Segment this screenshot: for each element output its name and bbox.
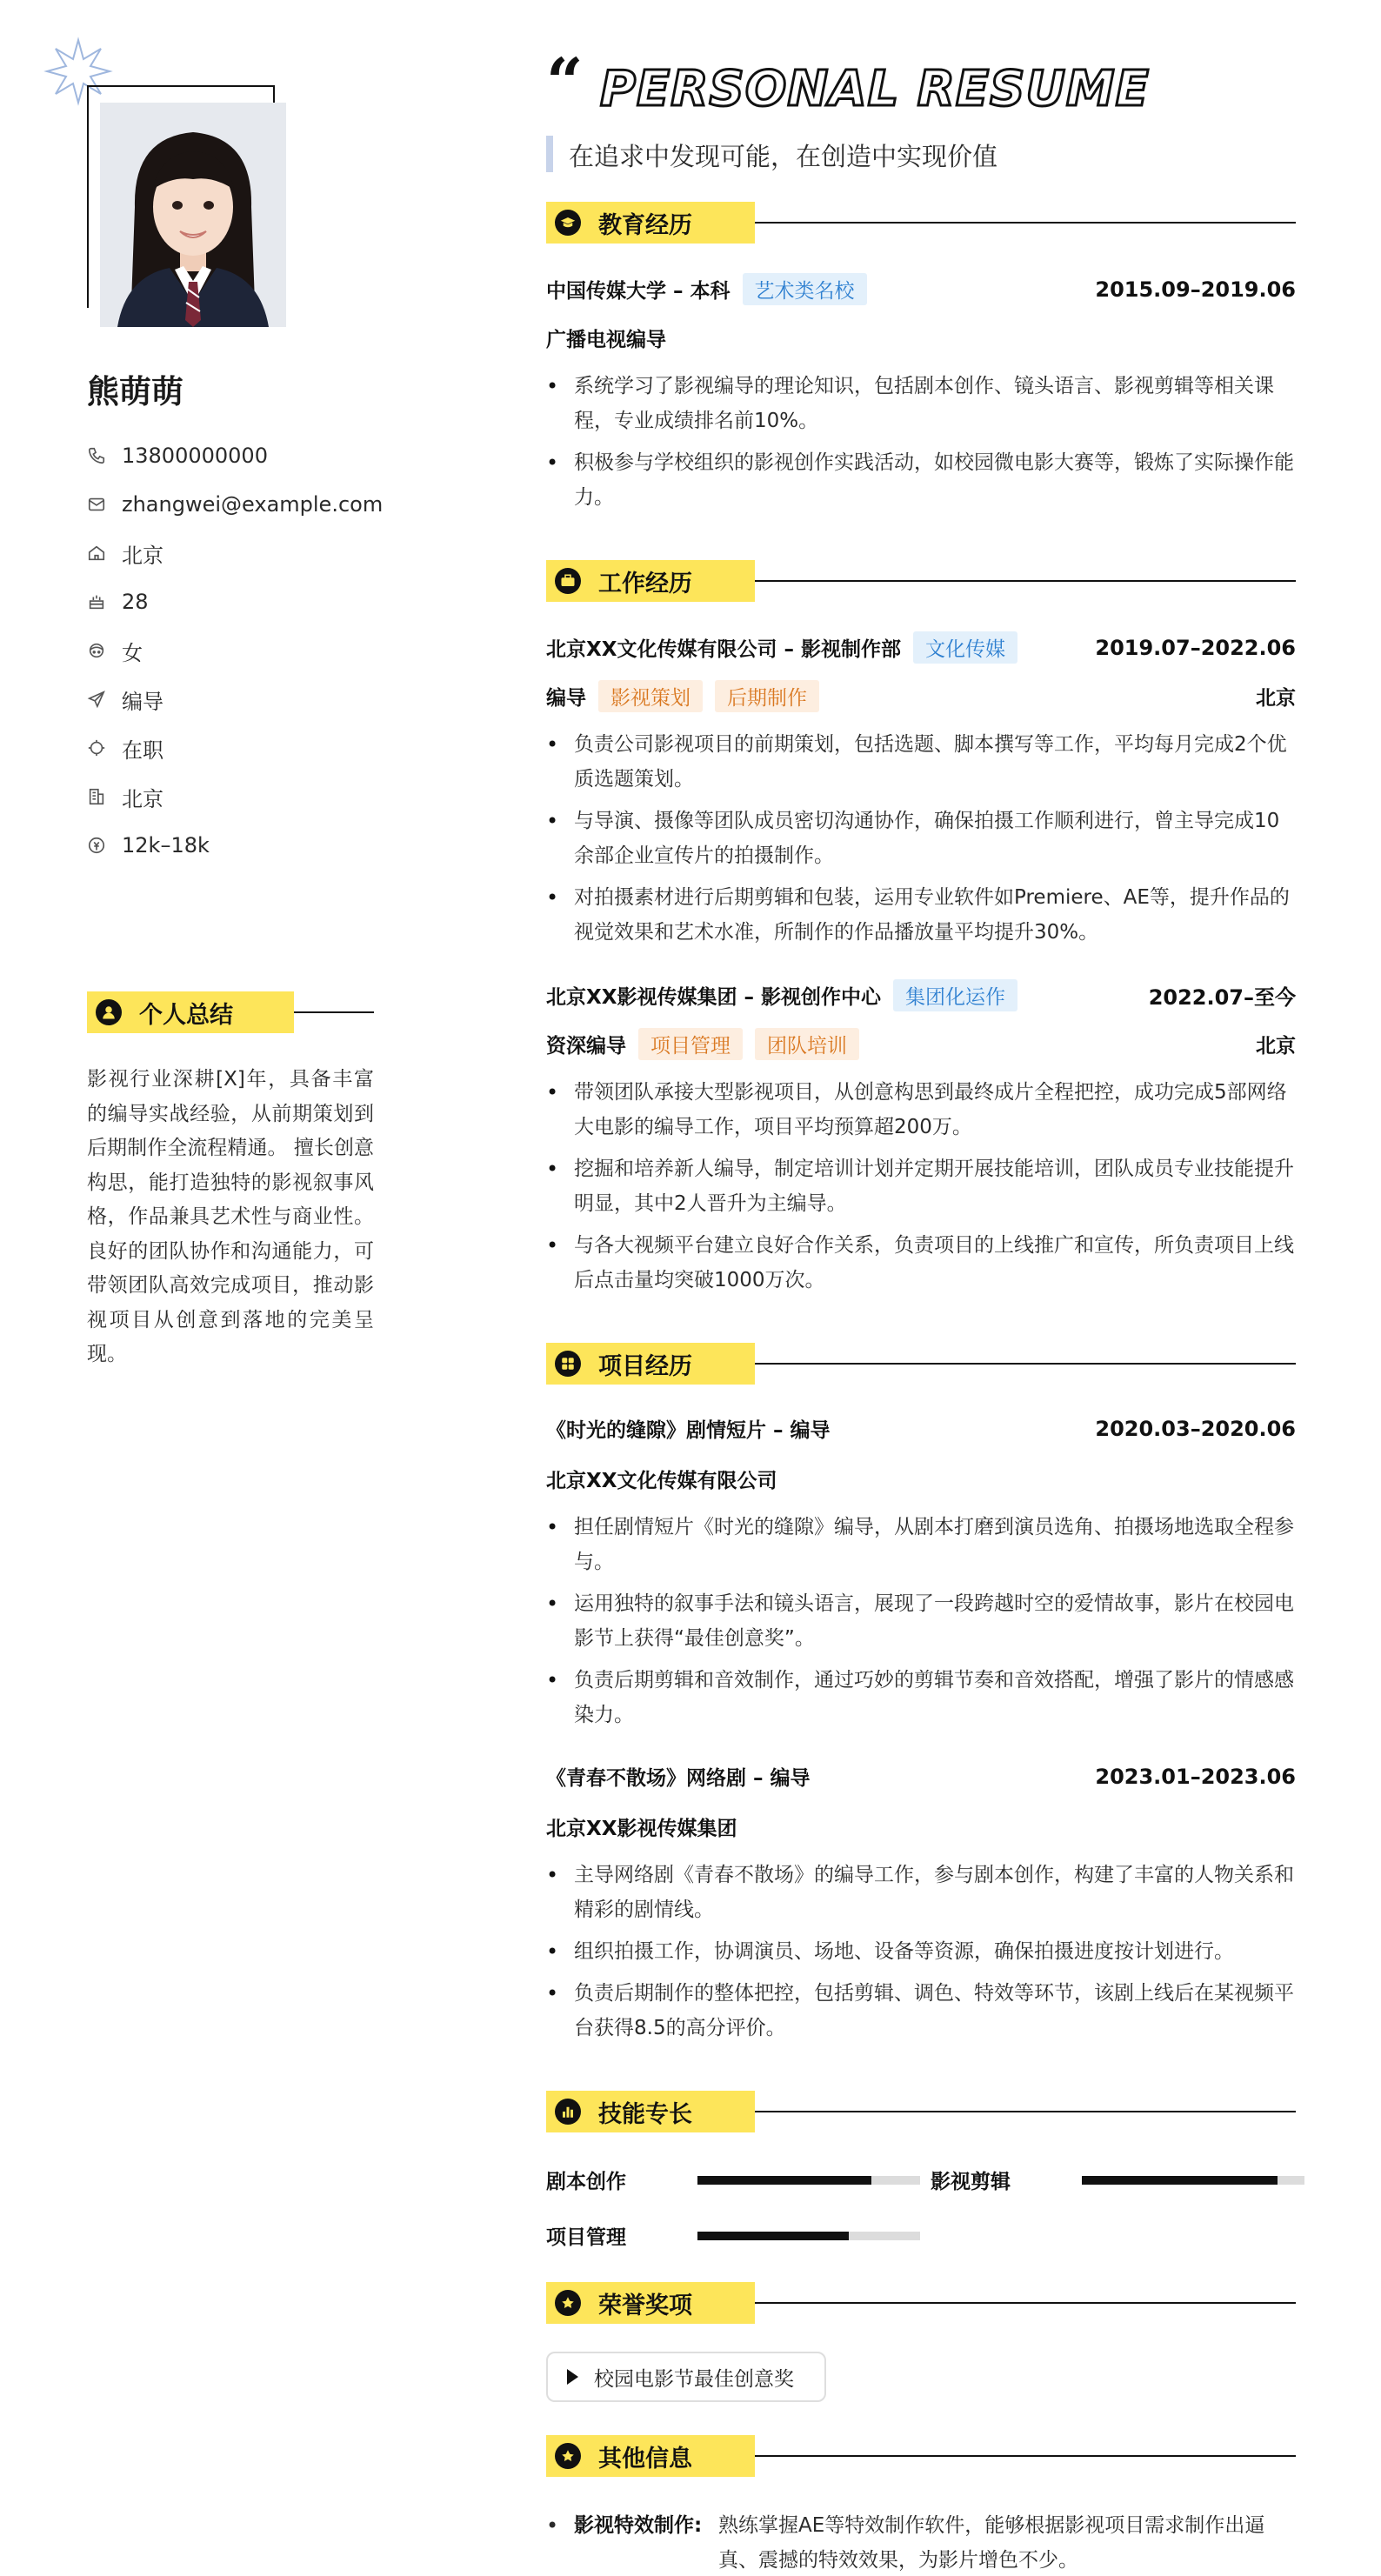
info-value: 28 <box>122 590 149 614</box>
section-tag <box>546 2435 755 2477</box>
list-item: • 主导网络剧《青春不散场》的编导工作，参与剧本创作，构建了丰富的人物关系和精彩的剧情线。 <box>546 1858 1296 1927</box>
list-item: • 与导演、摄像等团队成员密切沟通协作，确保拍摄工作顺利进行，曾主导完成10余部企业宣传片的拍摄制作。 <box>546 804 1296 873</box>
skill-bar-track <box>1082 2176 1304 2185</box>
list-item: • 积极参与学校组织的影视创作实践活动，如校园微电影大赛等，锻炼了实际操作能力。 <box>546 445 1296 515</box>
project-org-row <box>546 1812 1296 1841</box>
title-quote-mark: “ <box>546 45 584 120</box>
section-title: 项目经历 <box>598 1352 692 1380</box>
info-home <box>87 529 383 577</box>
job-tag: 项目管理 <box>638 1028 743 1060</box>
salary-icon <box>87 836 106 855</box>
home-icon <box>87 544 106 563</box>
section-tag <box>546 2091 755 2132</box>
section-divider <box>755 580 1296 582</box>
company-name: 北京XX文化传媒有限公司 – 影视制作部 <box>546 638 901 661</box>
info-phone <box>87 431 383 480</box>
awards-section-header <box>546 2282 1296 2324</box>
job-date: 2019.07–2022.06 <box>1095 635 1296 660</box>
company-badge: 文化传媒 <box>913 631 1017 664</box>
award-icon <box>555 2290 581 2316</box>
project-org: 北京XX影视传媒集团 <box>546 1818 737 1840</box>
resume-title: PERSONAL RESUME <box>600 61 1150 117</box>
section-title: 荣誉奖项 <box>598 2292 692 2319</box>
education-date: 2015.09–2019.06 <box>1095 277 1296 302</box>
job-role: 资深编导 <box>546 1035 626 1058</box>
list-item: • 负责后期制作的整体把控，包括剪辑、调色、特效等环节，该剧上线后在某视频平台获得8.5的高分评价。 <box>546 1976 1296 2045</box>
project-bullets <box>546 1858 1296 2052</box>
section-divider <box>755 2455 1296 2457</box>
info-value: 编导 <box>122 689 163 714</box>
project-date: 2023.01–2023.06 <box>1095 1764 1296 1789</box>
job-bullets <box>546 1075 1296 1305</box>
contact-info-list <box>87 431 383 870</box>
profile-name: 熊萌萌 <box>87 373 183 410</box>
projects-section-header <box>546 1343 1296 1385</box>
education-section-header <box>546 202 1296 244</box>
other-key: 影视特效制作: <box>574 2514 703 2537</box>
section-title: 教育经历 <box>598 211 692 239</box>
mail-icon <box>87 495 106 514</box>
other-info-item <box>546 2508 1296 2576</box>
section-title: 工作经历 <box>598 570 692 597</box>
skill-name: 影视剪辑 <box>931 2171 1011 2193</box>
play-triangle-icon <box>567 2369 578 2385</box>
skill-name: 项目管理 <box>546 2226 626 2249</box>
list-item: • 带领团队承接大型影视项目，从创意构思到最终成片全程把控，成功完成5部网络大电影的编导工作，项目平均预算超200万。 <box>546 1075 1296 1145</box>
job-entry-header <box>546 631 1296 664</box>
job-role: 编导 <box>546 687 586 710</box>
list-item: • 组织拍摄工作，协调演员、场地、设备等资源，确保拍摄进度按计划进行。 <box>546 1934 1296 1969</box>
info-value: 北京 <box>122 543 163 568</box>
info-age <box>87 577 383 626</box>
section-tag <box>546 1343 755 1385</box>
gender-icon <box>87 641 106 660</box>
section-title: 个人总结 <box>139 1001 233 1029</box>
company-badge: 集团化运作 <box>893 979 1017 1011</box>
graduation-cap-icon <box>555 210 581 236</box>
info-city <box>87 772 383 821</box>
info-position <box>87 675 383 724</box>
company-name: 北京XX影视传媒集团 – 影视创作中心 <box>546 986 881 1009</box>
skill-bar-fill <box>1082 2176 1278 2185</box>
list-item: • 负责公司影视项目的前期策划，包括选题、脚本撰写等工作，平均每月完成2个优质选题策划。 <box>546 727 1296 797</box>
user-icon <box>96 999 122 1025</box>
section-divider <box>755 1363 1296 1365</box>
job-role-row <box>546 680 1296 712</box>
info-status <box>87 724 383 772</box>
list-item: • 挖掘和培养新人编导，制定培训计划并定期开展技能培训，团队成员专业技能提升明显，其中2人晋升为主编导。 <box>546 1151 1296 1221</box>
award-item <box>546 2352 826 2402</box>
skill-bar-fill <box>697 2176 871 2185</box>
list-item: • 系统学习了影视编导的理论知识，包括剧本创作、镜头语言、影视剪辑等相关课程，专业成绩排名前10%。 <box>546 369 1296 438</box>
info-value: zhangwei@example.com <box>122 492 384 517</box>
motto-accent-bar <box>546 136 553 172</box>
info-value: 女 <box>122 640 143 665</box>
skill-bar-fill <box>697 2232 849 2240</box>
status-icon <box>87 738 106 757</box>
summary-text: 影视行业深耕[X]年，具备丰富的编导实战经验，从前期策划到后期制作全流程精通。 擅长创意构思，能打造独特的影视叙事风格，作品兼具艺术性与商业性。 良好的团队协作和沟通能力，可带领团队高效完成项目，推动影视项目从创意到落地的完美呈现。 <box>87 1068 374 1365</box>
project-org: 北京XX文化传媒有限公司 <box>546 1470 777 1492</box>
cake-icon <box>87 592 106 611</box>
project-org-row <box>546 1465 1296 1493</box>
section-title: 技能专长 <box>598 2100 692 2128</box>
phone-icon <box>87 446 106 465</box>
skill-bar-track <box>697 2232 920 2240</box>
info-gender <box>87 626 383 675</box>
skill-name: 剧本创作 <box>546 2171 626 2193</box>
skill-item <box>931 2166 1304 2194</box>
info-value: 13800000000 <box>122 444 268 468</box>
briefcase-icon <box>555 568 581 594</box>
avatar <box>100 103 286 327</box>
project-entry-header <box>546 1762 1296 1791</box>
project-bullets <box>546 1510 1296 1739</box>
school-name: 中国传媒大学 – 本科 <box>546 280 731 303</box>
skill-item <box>546 2166 920 2194</box>
education-entry-header <box>546 273 1296 305</box>
job-tag: 后期制作 <box>715 680 819 712</box>
section-tag <box>546 2282 755 2324</box>
work-section-header <box>546 560 1296 602</box>
major-name: 广播电视编导 <box>546 329 666 351</box>
job-bullets <box>546 727 1296 957</box>
education-bullets <box>546 369 1296 522</box>
skills-section-header <box>546 2091 1296 2132</box>
project-name: 《青春不散场》网络剧 – 编导 <box>546 1767 811 1790</box>
school-badge: 艺术类名校 <box>743 273 867 305</box>
list-item: • 担任剧情短片《时光的缝隙》编导，从剧本打磨到演员选角、拍摄场地选取全程参与。 <box>546 1510 1296 1579</box>
summary-section-header <box>87 991 374 1033</box>
job-entry-header <box>546 979 1296 1011</box>
job-role-row <box>546 1028 1296 1060</box>
motto-text: 在追求中发现可能，在创造中实现价值 <box>569 142 998 171</box>
bar-chart-icon <box>555 2099 581 2125</box>
job-location: 北京 <box>1256 1035 1296 1058</box>
section-divider <box>755 2111 1296 2112</box>
info-email <box>87 480 383 529</box>
skill-bar-track <box>697 2176 920 2185</box>
list-item: • 负责后期剪辑和音效制作，通过巧妙的剪辑节奏和音效搭配，增强了影片的情感感染力。 <box>546 1663 1296 1732</box>
education-major-row <box>546 324 1296 352</box>
list-item: • 对拍摄素材进行后期剪辑和包装，运用专业软件如Premiere、AE等，提升作品的视觉效果和艺术水准，所制作的作品播放量平均提升30%。 <box>546 880 1296 950</box>
section-tag <box>546 202 755 244</box>
list-item: • 与各大视频平台建立良好合作关系，负责项目的上线推广和宣传，所负责项目上线后点击量均突破1000万次。 <box>546 1228 1296 1298</box>
project-name: 《时光的缝隙》剧情短片 – 编导 <box>546 1419 831 1442</box>
info-value: 12k–18k <box>122 833 210 858</box>
send-icon <box>87 690 106 709</box>
grid-icon <box>555 1351 581 1377</box>
other-value: 熟练掌握AE等特效制作软件，能够根据影视项目需求制作出逼真、震撼的特效效果，为影片增色不少。 <box>718 2514 1265 2572</box>
section-divider <box>755 222 1296 224</box>
info-icon <box>555 2443 581 2469</box>
section-divider <box>294 1011 374 1013</box>
job-location: 北京 <box>1256 687 1296 710</box>
job-tag: 团队培训 <box>755 1028 859 1060</box>
bullet-dot: • <box>546 2513 559 2538</box>
project-entry-header <box>546 1414 1296 1443</box>
info-salary <box>87 821 383 870</box>
section-divider <box>755 2302 1296 2304</box>
list-item: • 运用独特的叙事手法和镜头语言，展现了一段跨越时空的爱情故事，影片在校园电影节上获得“最佳创意奖”。 <box>546 1586 1296 1656</box>
skill-item <box>546 2221 920 2250</box>
building-icon <box>87 787 106 806</box>
project-date: 2020.03–2020.06 <box>1095 1416 1296 1441</box>
section-title: 其他信息 <box>598 2445 692 2473</box>
info-value: 北京 <box>122 786 163 811</box>
job-tag: 影视策划 <box>598 680 703 712</box>
other-section-header <box>546 2435 1296 2477</box>
award-name: 校园电影节最佳创意奖 <box>594 2367 794 2391</box>
info-value: 在职 <box>122 737 163 763</box>
section-tag <box>546 560 755 602</box>
section-tag <box>87 991 294 1033</box>
job-date: 2022.07–至今 <box>1148 985 1296 1010</box>
